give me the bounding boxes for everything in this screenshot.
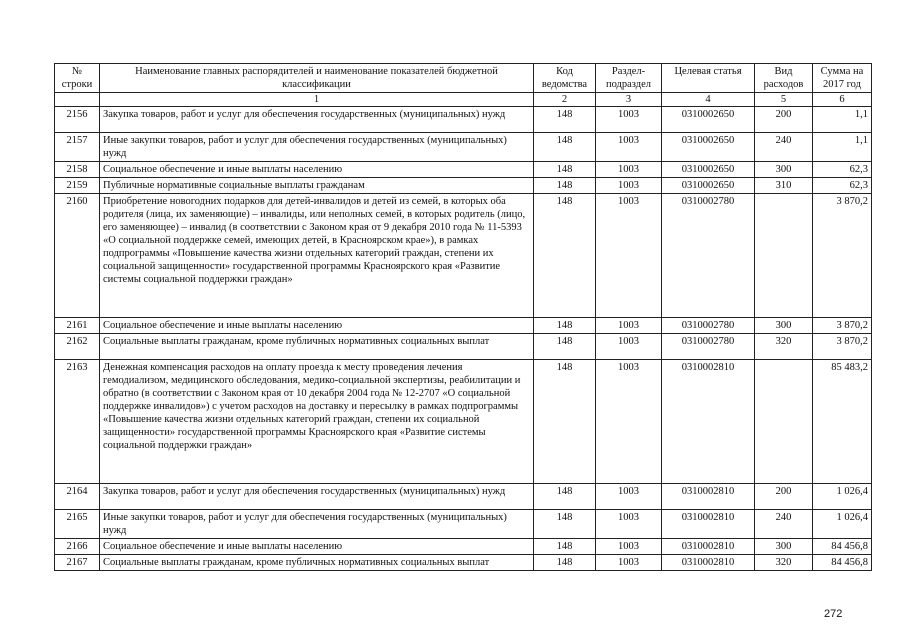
cell-sum: 3 870,2 (813, 334, 872, 360)
cell-sum: 1 026,4 (813, 484, 872, 510)
cell-sum: 84 456,8 (813, 555, 872, 571)
cell-target: 0310002810 (662, 510, 755, 539)
cell-code: 148 (534, 194, 596, 318)
cell-row-no: 2156 (55, 107, 100, 133)
cell-target: 0310002650 (662, 162, 755, 178)
cell-name: Социальные выплаты гражданам, кроме публичных нормативных социальных выплат (100, 555, 534, 571)
cell-target: 0310002810 (662, 360, 755, 484)
cell-sum: 62,3 (813, 178, 872, 194)
cell-target: 0310002650 (662, 133, 755, 162)
table-row (55, 162, 872, 178)
table-row (55, 334, 872, 360)
cell-code: 148 (534, 334, 596, 360)
header-name: Наименование главных распорядителей и наименование показателей бюджетной классификации (100, 64, 534, 93)
cell-type (755, 194, 813, 318)
table-row (55, 360, 872, 484)
cell-section: 1003 (596, 484, 662, 510)
header-target: Целевая статья (662, 64, 755, 93)
page-number: 272 (824, 608, 843, 620)
cell-sum: 1,1 (813, 107, 872, 133)
table-row (55, 555, 872, 571)
table-row (55, 107, 872, 133)
cell-name: Социальные выплаты гражданам, кроме публичных нормативных социальных выплат (100, 334, 534, 360)
header-row (55, 64, 872, 93)
cell-type: 310 (755, 178, 813, 194)
cell-type: 300 (755, 539, 813, 555)
column-number: 1 (100, 93, 534, 107)
cell-type: 300 (755, 318, 813, 334)
table-row (55, 194, 872, 318)
cell-type: 320 (755, 555, 813, 571)
cell-section: 1003 (596, 334, 662, 360)
cell-code: 148 (534, 178, 596, 194)
table-row (55, 539, 872, 555)
cell-row-no: 2166 (55, 539, 100, 555)
cell-sum: 1 026,4 (813, 510, 872, 539)
header-row-no: № строки (55, 64, 100, 93)
cell-section: 1003 (596, 539, 662, 555)
cell-name: Закупка товаров, работ и услуг для обеспечения государственных (муниципальных) нужд (100, 484, 534, 510)
cell-sum: 62,3 (813, 162, 872, 178)
cell-sum: 3 870,2 (813, 318, 872, 334)
table-row (55, 484, 872, 510)
cell-target: 0310002810 (662, 484, 755, 510)
column-number: 6 (813, 93, 872, 107)
column-number-row (55, 93, 872, 107)
cell-code: 148 (534, 133, 596, 162)
column-number: 3 (596, 93, 662, 107)
cell-row-no: 2158 (55, 162, 100, 178)
header-sum: Сумма на 2017 год (813, 64, 872, 93)
table-body (55, 107, 872, 571)
cell-name: Денежная компенсация расходов на оплату проезда к месту проведения лечения гемодиализом, медицинского обследования, медико-социальной экспертизы, реабилитации и обратно (в соответствии с Законом края от 10 декабря 2004 года № 12-2707 «О социальной поддержке инвалидов») с учетом расходов на доставку и пересылку в рамках подпрограммы «Повышение качества жизни отдельных категорий граждан, степени их социальной защищенности» государственной программы Красноярского края «Развитие системы социальной поддержки граждан» (100, 360, 534, 484)
cell-name: Иные закупки товаров, работ и услуг для обеспечения государственных (муниципальных) нужд (100, 510, 534, 539)
cell-type: 200 (755, 107, 813, 133)
cell-target: 0310002780 (662, 194, 755, 318)
cell-section: 1003 (596, 510, 662, 539)
cell-section: 1003 (596, 555, 662, 571)
cell-section: 1003 (596, 360, 662, 484)
cell-sum: 85 483,2 (813, 360, 872, 484)
cell-code: 148 (534, 510, 596, 539)
cell-sum: 1,1 (813, 133, 872, 162)
cell-section: 1003 (596, 133, 662, 162)
cell-target: 0310002780 (662, 334, 755, 360)
cell-name: Приобретение новогодних подарков для детей-инвалидов и детей из семей, в которых оба родителя (лица, их заменяющие) – инвалиды, или неполных семей, в которых родитель (лицо, его заменяющее) – инвалид (в соответствии с Законом края от 9 декабря 2010 года № 11-5393 «О социальной поддержке семей, имеющих детей, в Красноярском крае»), в рамках подпрограммы «Повышение качества жизни отдельных категорий граждан, степени их социальной защищенности» государственной программы Красноярского края «Развитие системы социальной поддержки граждан» (100, 194, 534, 318)
cell-type (755, 360, 813, 484)
budget-table (54, 63, 872, 571)
header-code: Код ведомства (534, 64, 596, 93)
cell-row-no: 2167 (55, 555, 100, 571)
header-type: Вид расходов (755, 64, 813, 93)
cell-row-no: 2164 (55, 484, 100, 510)
cell-name: Социальное обеспечение и иные выплаты населению (100, 539, 534, 555)
cell-row-no: 2161 (55, 318, 100, 334)
cell-code: 148 (534, 539, 596, 555)
cell-type: 240 (755, 133, 813, 162)
cell-section: 1003 (596, 318, 662, 334)
cell-name: Публичные нормативные социальные выплаты гражданам (100, 178, 534, 194)
table-row (55, 510, 872, 539)
cell-row-no: 2163 (55, 360, 100, 484)
cell-type: 300 (755, 162, 813, 178)
cell-row-no: 2159 (55, 178, 100, 194)
cell-type: 240 (755, 510, 813, 539)
cell-section: 1003 (596, 107, 662, 133)
cell-row-no: 2160 (55, 194, 100, 318)
cell-target: 0310002810 (662, 539, 755, 555)
cell-code: 148 (534, 555, 596, 571)
cell-row-no: 2157 (55, 133, 100, 162)
cell-code: 148 (534, 318, 596, 334)
cell-code: 148 (534, 162, 596, 178)
cell-name: Иные закупки товаров, работ и услуг для обеспечения государственных (муниципальных) нужд (100, 133, 534, 162)
cell-sum: 84 456,8 (813, 539, 872, 555)
column-number: 2 (534, 93, 596, 107)
cell-type: 200 (755, 484, 813, 510)
cell-target: 0310002780 (662, 318, 755, 334)
cell-name: Социальное обеспечение и иные выплаты населению (100, 318, 534, 334)
cell-section: 1003 (596, 194, 662, 318)
cell-target: 0310002810 (662, 555, 755, 571)
cell-name: Социальное обеспечение и иные выплаты населению (100, 162, 534, 178)
table-row (55, 133, 872, 162)
cell-code: 148 (534, 107, 596, 133)
cell-row-no: 2165 (55, 510, 100, 539)
table-row (55, 178, 872, 194)
table-row (55, 318, 872, 334)
column-number: 5 (755, 93, 813, 107)
cell-section: 1003 (596, 162, 662, 178)
cell-section: 1003 (596, 178, 662, 194)
cell-name: Закупка товаров, работ и услуг для обеспечения государственных (муниципальных) нужд (100, 107, 534, 133)
column-number (55, 93, 100, 107)
cell-sum: 3 870,2 (813, 194, 872, 318)
cell-type: 320 (755, 334, 813, 360)
cell-code: 148 (534, 360, 596, 484)
header-section: Раздел-подраздел (596, 64, 662, 93)
cell-row-no: 2162 (55, 334, 100, 360)
cell-target: 0310002650 (662, 178, 755, 194)
cell-target: 0310002650 (662, 107, 755, 133)
column-number: 4 (662, 93, 755, 107)
cell-code: 148 (534, 484, 596, 510)
